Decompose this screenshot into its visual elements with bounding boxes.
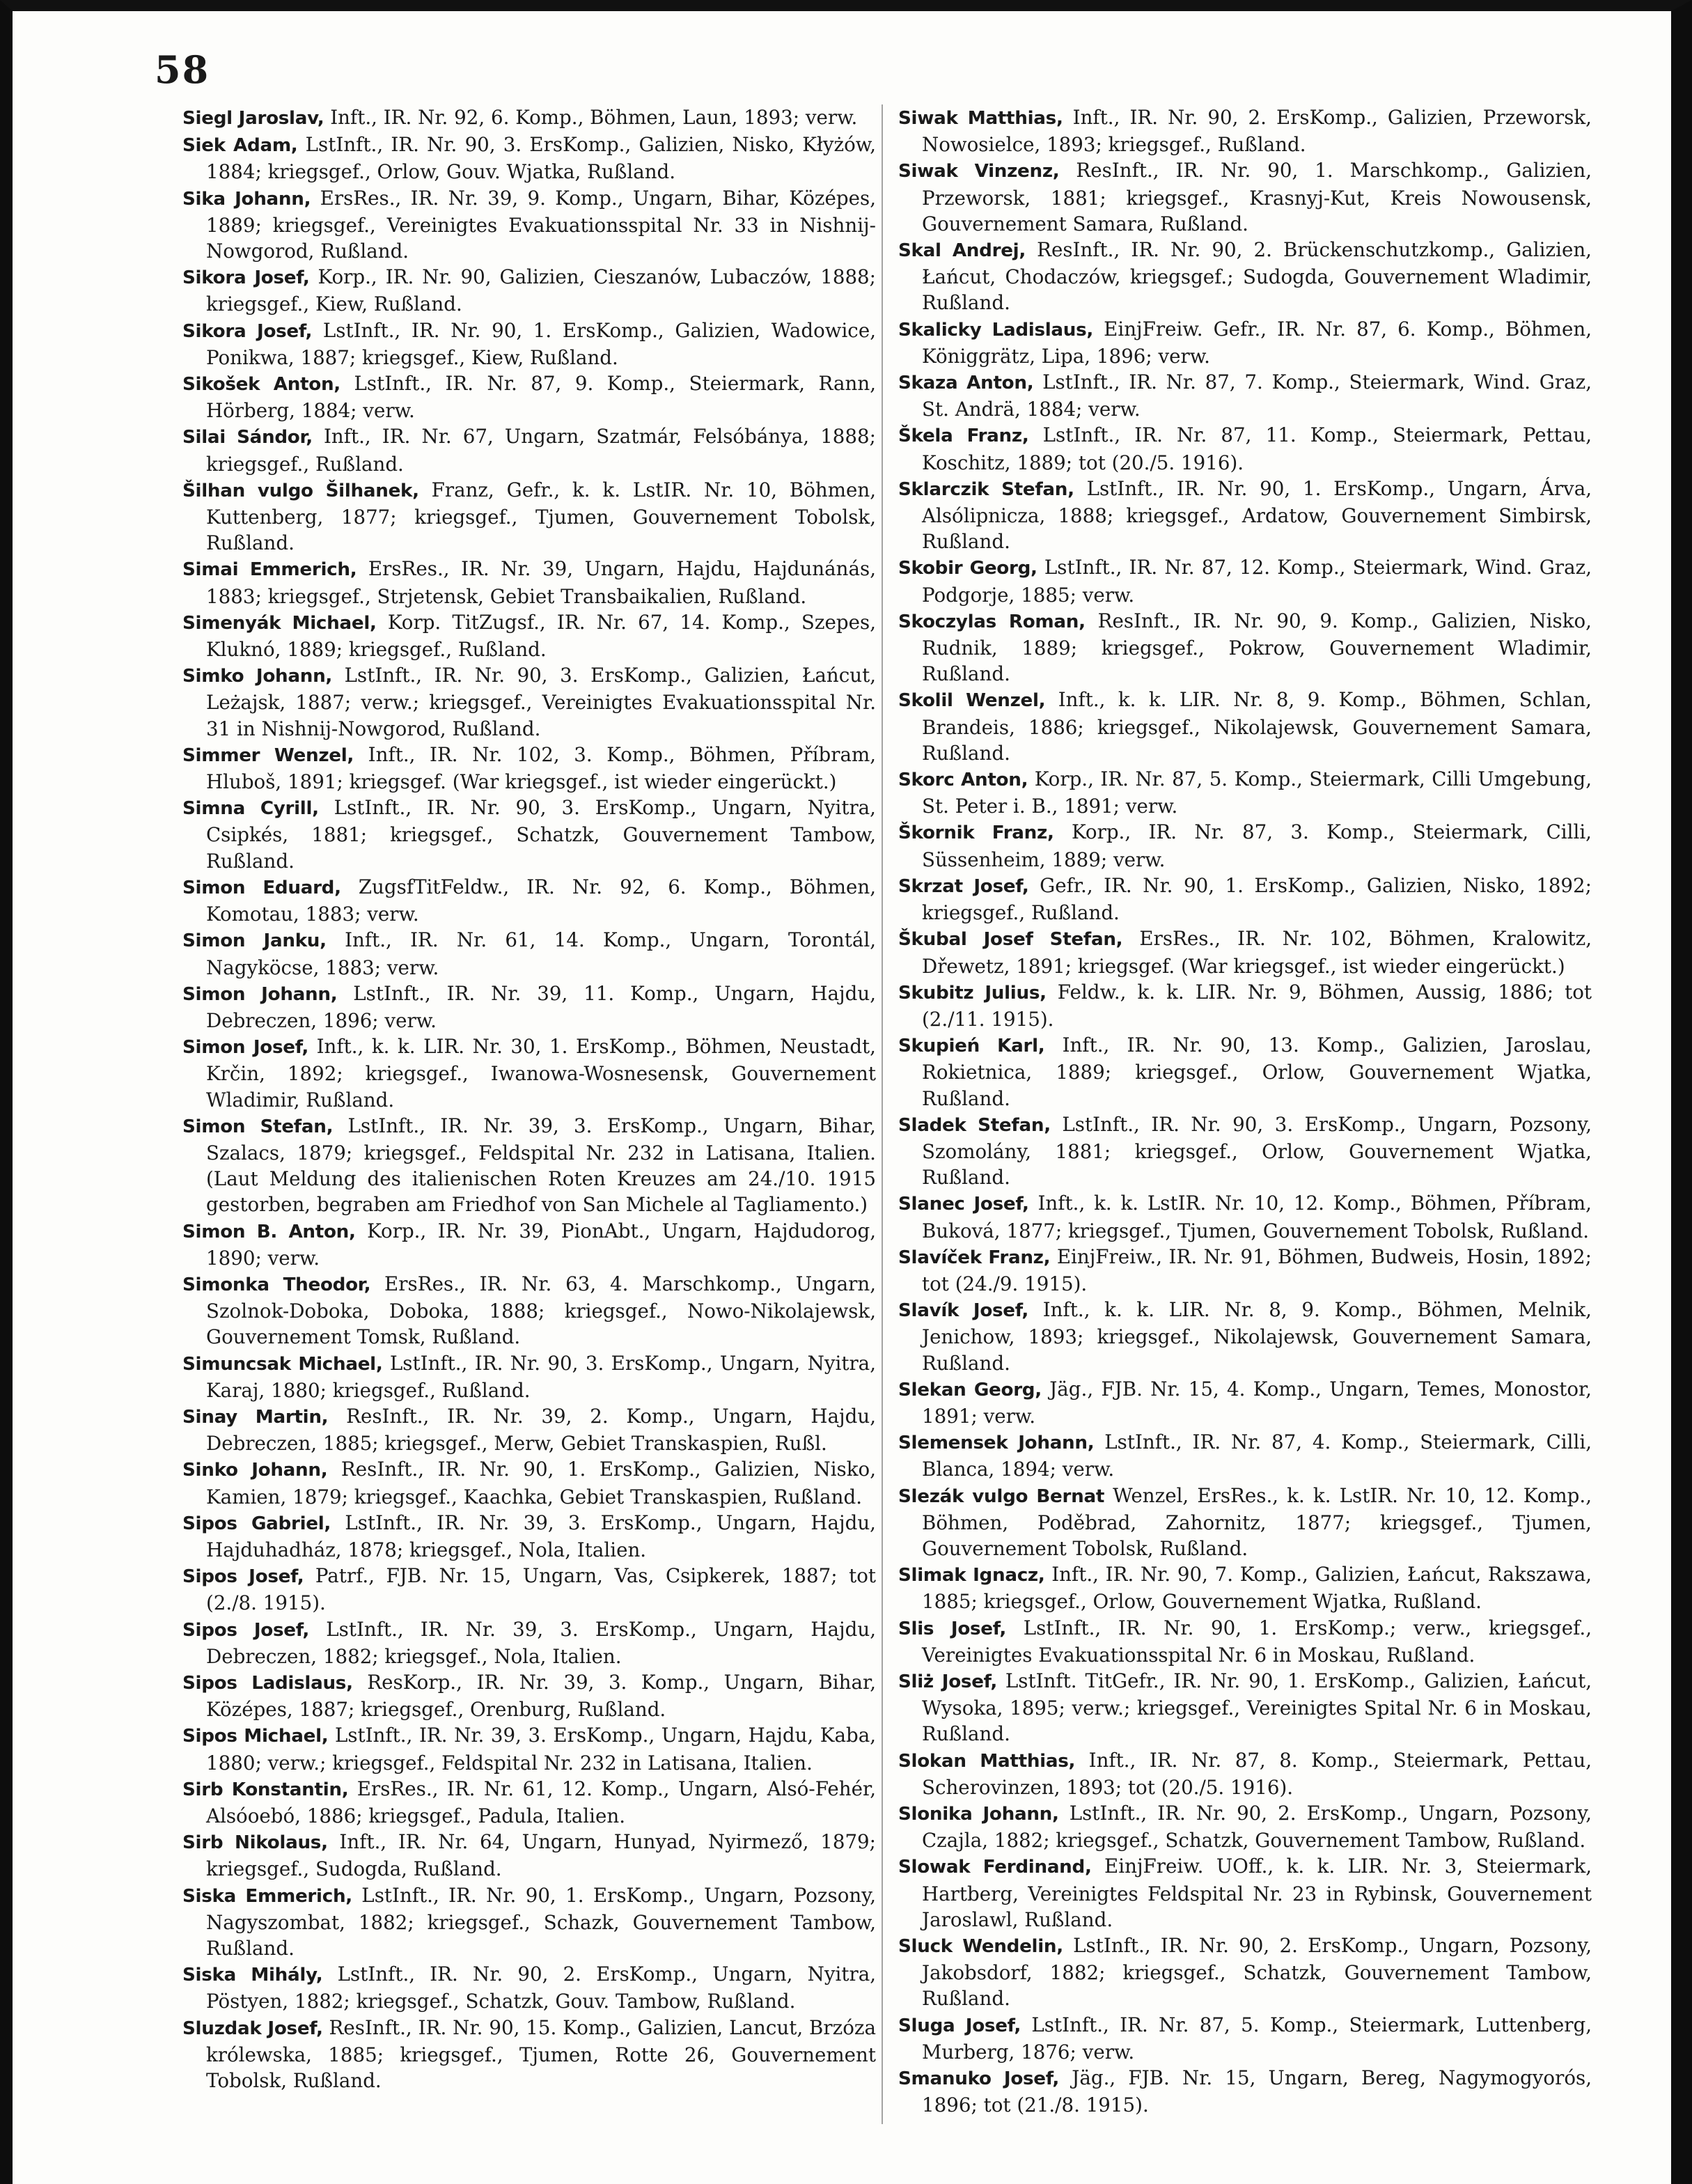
entry-name: Skal Andrej, bbox=[898, 240, 1026, 262]
list-entry bbox=[898, 237, 1592, 316]
entry-details: LstInft., IR. Nr. 90, 2. ErsKomp., Ungarn, Nyitra, Pöstyen, 1882; kriegsgef., Schatzk, Gouv. Tambow, Rußland. bbox=[206, 1963, 876, 2013]
entry-details: ErsRes., IR. Nr. 102, Böhmen, Kralowitz, Dřewetz, 1891; kriegsgef. (War kriegsgef., ist wieder eingerückt.) bbox=[922, 927, 1592, 978]
entry-name: Škubal Josef Stefan, bbox=[898, 929, 1123, 951]
list-entry bbox=[182, 874, 876, 927]
entry-name: Šilhan vulgo Šilhanek, bbox=[182, 480, 419, 501]
list-entry bbox=[182, 264, 876, 317]
entry-details: LstInft., IR. Nr. 90, 1. ErsKomp., Ungarn, Árva, Alsólipnicza, 1888; kriegsgef., Ardatow, Gouvernement Simbirsk, Rußland. bbox=[922, 476, 1592, 554]
entry-details: Korp. TitZugsf., IR. Nr. 67, 14. Komp., Szepes, Kluknó, 1889; kriegsgef., Rußland. bbox=[206, 610, 876, 662]
list-entry bbox=[182, 981, 876, 1034]
entry-details: Jäg., FJB. Nr. 15, Ungarn, Bereg, Nagymogyorós, 1896; tot (21./8. 1915). bbox=[922, 2066, 1592, 2117]
list-entry bbox=[182, 104, 876, 132]
entry-details: LstInft., IR. Nr. 39, 3. ErsKomp., Ungarn, Bihar, Szalacs, 1879; kriegsgef., Feldspital Nr. 232 in Latisana, Italien. (Laut Meldung des italienischen Roten Kreuzes am 24./10. 1915 gestorben, begraben am Friedhof von San Michele al Tagliamento.) bbox=[206, 1114, 876, 1217]
entry-name: Skobir Georg, bbox=[898, 558, 1037, 579]
entry-name: Skolil Wenzel, bbox=[898, 690, 1046, 712]
list-entry bbox=[182, 1961, 876, 2014]
entry-name: Skalicky Ladislaus, bbox=[898, 319, 1094, 341]
list-entry bbox=[898, 369, 1592, 422]
entry-name: Simai Emmerich, bbox=[182, 559, 357, 581]
entry-details: Inft., IR. Nr. 61, 14. Komp., Ungarn, Torontál, Nagyköcse, 1883; verw. bbox=[206, 928, 876, 979]
entry-details: ResInft., IR. Nr. 90, 2. Brückenschutzkomp., Galizien, Łańcut, Chodaczów, kriegsgef.; Sudogda, Gouvernement Wladimir, Rußland. bbox=[922, 238, 1592, 315]
entry-details: EinjFreiw., IR. Nr. 91, Böhmen, Budweis, Hosin, 1892; tot (24./9. 1915). bbox=[922, 1245, 1592, 1295]
list-entry bbox=[898, 1297, 1592, 1376]
list-entry bbox=[182, 662, 876, 742]
entry-details: Korp., IR. Nr. 90, Galizien, Cieszanów, Lubaczów, 1888; kriegsgef., Kiew, Rußland. bbox=[206, 265, 877, 316]
list-entry bbox=[182, 1218, 876, 1271]
entry-name: Siska Emmerich, bbox=[182, 1885, 352, 1907]
entry-name: Slavíček Franz, bbox=[898, 1247, 1051, 1268]
entry-name: Slekan Georg, bbox=[898, 1379, 1042, 1401]
entry-details: LstInft., IR. Nr. 39, 11. Komp., Ungarn, Hajdu, Debreczen, 1896; verw. bbox=[206, 981, 877, 1032]
entry-details: Inft., IR. Nr. 90, 7. Komp., Galizien, Łańcut, Rakszawa, 1885; kriegsgef., Orlow, Gouvernement Wjatka, Rußland. bbox=[922, 1563, 1592, 1614]
entry-details: LstInft. TitGefr., IR. Nr. 90, 1. ErsKomp., Galizien, Łańcut, Wysoka, 1895; verw.; kriegsgef., Vereinigtes Spital Nr. 6 in Moskau, Rußland. bbox=[922, 1669, 1592, 1746]
entry-name: Simko Johann, bbox=[182, 666, 333, 687]
list-entry bbox=[898, 873, 1592, 926]
entry-details: LstInft., IR. Nr. 39, 3. ErsKomp., Ungarn, Hajdu, Kaba, 1880; verw.; kriegsgef., Feldspital Nr. 232 in Latisana, Italien. bbox=[206, 1724, 876, 1774]
entry-details: LstInft., IR. Nr. 90, 3. ErsKomp., Galizien, Nisko, Kłyżów, 1884; kriegsgef., Orlow, Gouv. Wjatka, Rußland. bbox=[206, 133, 876, 184]
list-entry bbox=[182, 1510, 876, 1563]
entry-details: LstInft., IR. Nr. 87, 4. Komp., Steiermark, Cilli, Blanca, 1894; verw. bbox=[922, 1430, 1592, 1481]
entry-details: LstInft., IR. Nr. 90, 1. ErsKomp., Ungarn, Pozsony, Nagyszombat, 1882; kriegsgef., Schazk, Gouvernement Tambow, Rußland. bbox=[206, 1883, 876, 1960]
list-entry bbox=[898, 104, 1592, 157]
entry-name: Siek Adam, bbox=[182, 135, 298, 157]
entry-details: LstInft., IR. Nr. 90, 3. ErsKomp., Galizien, Łańcut, Leżajsk, 1887; verw.; kriegsgef., Vereinigtes Evakuationsspital Nr. 31 in Nishnij-Nowgorod, Rußland. bbox=[206, 664, 876, 740]
list-entry bbox=[898, 1112, 1592, 1191]
entry-name: Sika Johann, bbox=[182, 188, 311, 210]
entry-name: Skupień Karl, bbox=[898, 1036, 1045, 1057]
entry-details: ResInft., IR. Nr. 90, 1. Marschkomp., Galizien, Przeworsk, 1881; kriegsgef., Krasnyj-Kut, Kreis Nowousensk, Gouvernement Samara, Rußland. bbox=[922, 159, 1592, 235]
list-entry bbox=[182, 1113, 876, 1218]
entry-name: Sinay Martin, bbox=[182, 1406, 329, 1428]
list-entry bbox=[182, 185, 876, 265]
entry-name: Simon Josef, bbox=[182, 1037, 309, 1059]
entry-name: Sipos Josef, bbox=[182, 1566, 304, 1588]
entry-name: Sinko Johann, bbox=[182, 1460, 328, 1481]
entry-details: Inft., IR. Nr. 102, 3. Komp., Böhmen, Příbram, Hluboš, 1891; kriegsgef. (War kriegsgef., ist wieder eingerückt.) bbox=[206, 742, 877, 794]
entry-details: LstInft., IR. Nr. 90, 3. ErsKomp., Ungarn, Nyitra, Karaj, 1880; kriegsgef., Rußland. bbox=[206, 1351, 876, 1402]
list-entry bbox=[898, 1483, 1592, 1562]
entry-name: Siegl Jaroslav, bbox=[182, 108, 324, 129]
entry-name: Siwak Vinzenz, bbox=[898, 161, 1060, 182]
entry-name: Slanec Josef, bbox=[898, 1194, 1029, 1215]
list-entry bbox=[182, 2015, 876, 2094]
list-entry bbox=[898, 608, 1592, 687]
entry-name: Sluck Wendelin, bbox=[898, 1936, 1063, 1958]
list-entry bbox=[898, 476, 1592, 555]
entry-name: Sladek Stefan, bbox=[898, 1114, 1051, 1136]
list-entry bbox=[898, 1853, 1592, 1933]
entry-name: Slonika Johann, bbox=[898, 1804, 1059, 1825]
list-entry bbox=[182, 318, 876, 370]
entry-details: Korp., IR. Nr. 87, 5. Komp., Steiermark, Cilli Umgebung, St. Peter i. B., 1891; verw. bbox=[922, 767, 1592, 818]
entry-name: Sirb Konstantin, bbox=[182, 1779, 349, 1800]
list-entry bbox=[182, 370, 876, 423]
entry-name: Sikora Josef, bbox=[182, 320, 313, 342]
entry-details: LstInft., IR. Nr. 39, 3. ErsKomp., Ungarn, Hajdu, Debreczen, 1882; kriegsgef., Nola, Italien. bbox=[206, 1617, 876, 1668]
list-entry bbox=[898, 687, 1592, 766]
list-entry bbox=[182, 1034, 876, 1113]
entry-details: ZugsfTitFeldw., IR. Nr. 92, 6. Komp., Böhmen, Komotau, 1883; verw. bbox=[206, 875, 876, 926]
list-entry bbox=[182, 1616, 876, 1669]
entry-details: Inft., IR. Nr. 92, 6. Komp., Böhmen, Laun, 1893; verw. bbox=[324, 106, 858, 129]
list-entry bbox=[182, 423, 876, 476]
entry-name: Siska Mihály, bbox=[182, 1965, 323, 1986]
list-entry bbox=[182, 742, 876, 795]
entry-details: Feldw., k. k. LIR. Nr. 9, Böhmen, Aussig, 1886; tot (2./11. 1915). bbox=[922, 980, 1592, 1031]
entry-details: Inft., IR. Nr. 64, Ungarn, Hunyad, Nyirmező, 1879; kriegsgef., Sudogda, Rußland. bbox=[206, 1830, 877, 1881]
list-entry bbox=[182, 1882, 876, 1962]
entry-name: Sikošek Anton, bbox=[182, 374, 340, 396]
list-entry bbox=[898, 1800, 1592, 1853]
entry-name: Sliż Josef, bbox=[898, 1671, 997, 1692]
entry-details: ResInft., IR. Nr. 90, 9. Komp., Galizien, Nisko, Rudnik, 1889; kriegsgef., Pokrow, Gouvernement Wladimir, Rußland. bbox=[922, 609, 1592, 686]
list-entry bbox=[182, 1829, 876, 1882]
entry-details: LstInft., IR. Nr. 90, 2. ErsKomp., Ungarn, Pozsony, Czajla, 1882; kriegsgef., Schatzk, Gouvernement Tambow, Rußland. bbox=[922, 1802, 1592, 1852]
entry-name: Slimak Ignacz, bbox=[898, 1565, 1045, 1586]
entry-details: Wenzel, ErsRes., k. k. LstIR. Nr. 10, 12. Komp., Böhmen, Poděbrad, Zahornitz, 1877; kriegsgef., Tjumen, Gouvernement Tobolsk, Rußland. bbox=[922, 1483, 1592, 1560]
list-entry bbox=[898, 1668, 1592, 1747]
list-entry bbox=[182, 477, 876, 556]
entry-name: Smanuko Josef, bbox=[898, 2068, 1060, 2090]
entry-name: Slezák vulgo Bernat bbox=[898, 1485, 1105, 1507]
entry-details: Inft., IR. Nr. 90, 2. ErsKomp., Galizien, Przeworsk, Nowosielce, 1893; kriegsgef., Rußland. bbox=[922, 106, 1592, 157]
entry-details: ErsRes., IR. Nr. 39, 9. Komp., Ungarn, Bihar, Középes, 1889; kriegsgef., Vereinigtes Evakuationsspital Nr. 33 in Nishnij-Nowgorod, Rußland. bbox=[206, 186, 876, 263]
entry-details: Korp., IR. Nr. 39, PionAbt., Ungarn, Hajdudorog, 1890; verw. bbox=[206, 1219, 876, 1270]
list-entry bbox=[898, 1933, 1592, 2012]
list-entry bbox=[182, 609, 876, 662]
entry-name: Slemensek Johann, bbox=[898, 1433, 1095, 1454]
entry-name: Škela Franz, bbox=[898, 426, 1029, 447]
list-entry bbox=[182, 1776, 876, 1829]
entry-name: Sikora Josef, bbox=[182, 267, 310, 289]
entry-name: Simon Janku, bbox=[182, 930, 327, 952]
list-entry bbox=[898, 819, 1592, 872]
entry-name: Simuncsak Michael, bbox=[182, 1353, 383, 1375]
entry-details: ResInft., IR. Nr. 90, 1. ErsKomp., Galizien, Nisko, Kamien, 1879; kriegsgef., Kaachka, Gebiet Transkaspien, Rußland. bbox=[206, 1458, 877, 1508]
entry-name: Sluga Josef, bbox=[898, 2015, 1021, 2036]
entry-name: Simmer Wenzel, bbox=[182, 744, 354, 766]
list-entry bbox=[182, 1350, 876, 1403]
column-divider bbox=[882, 104, 883, 2124]
list-entry bbox=[898, 1747, 1592, 1800]
entry-details: LstInft., IR. Nr. 90, 3. ErsKomp., Ungarn, Pozsony, Szomolány, 1881; kriegsgef., Orlow, Gouvernement Wjatka, Rußland. bbox=[922, 1112, 1592, 1190]
entry-details: ErsRes., IR. Nr. 61, 12. Komp., Ungarn, Alsó-Fehér, Alsóoebó, 1886; kriegsgef., Padula, Italien. bbox=[206, 1777, 876, 1827]
list-entry bbox=[898, 1561, 1592, 1614]
entry-name: Sipos Ladislaus, bbox=[182, 1672, 353, 1694]
entry-name: Sipos Michael, bbox=[182, 1726, 329, 1747]
entry-name: Slokan Matthias, bbox=[898, 1750, 1076, 1772]
entry-details: ErsRes., IR. Nr. 63, 4. Marschkomp., Ungarn, Szolnok-Doboka, Doboka, 1888; kriegsgef., Nowo-Nikolajewsk, Gouvernement Tomsk, Rußland. bbox=[206, 1272, 876, 1349]
entry-details: EinjFreiw. Gefr., IR. Nr. 87, 6. Komp., Böhmen, Königgrätz, Lipa, 1896; verw. bbox=[922, 317, 1592, 368]
entry-name: Siwak Matthias, bbox=[898, 108, 1063, 129]
entry-details: LstInft., IR. Nr. 90, 2. ErsKomp., Ungarn, Pozsony, Jakobsdorf, 1882; kriegsgef., Schatzk, Gouvernement Tambow, Rußland. bbox=[922, 1934, 1592, 2011]
entry-details: LstInft., IR. Nr. 87, 7. Komp., Steiermark, Wind. Graz, St. Andrä, 1884; verw. bbox=[922, 370, 1592, 421]
entry-name: Skrzat Josef, bbox=[898, 875, 1029, 897]
entry-details: Inft., IR. Nr. 67, Ungarn, Szatmár, Felsóbánya, 1888; kriegsgef., Rußland. bbox=[206, 425, 876, 476]
list-entry bbox=[898, 1190, 1592, 1243]
entry-details: LstInft., IR. Nr. 90, 1. ErsKomp.; verw., kriegsgef., Vereinigtes Evakuationsspital Nr. 6 in Moskau, Rußland. bbox=[922, 1616, 1592, 1667]
entry-details: Inft., IR. Nr. 90, 13. Komp., Galizien, Jaroslau, Rokietnica, 1889; kriegsgef., Orlow, Gouvernement Wjatka, Rußland. bbox=[922, 1034, 1592, 1110]
entry-name: Simon Eduard, bbox=[182, 877, 341, 898]
entry-name: Slowak Ferdinand, bbox=[898, 1857, 1092, 1878]
entry-name: Slavík Josef, bbox=[898, 1300, 1029, 1322]
list-entry bbox=[898, 1429, 1592, 1482]
entry-details: Inft., k. k. LIR. Nr. 30, 1. ErsKomp., Böhmen, Neustadt, Krčin, 1892; kriegsgef., Iwanowa-Wosnesensk, Gouvernement Wladimir, Rußland. bbox=[206, 1035, 876, 1112]
entry-name: Simon Johann, bbox=[182, 983, 338, 1005]
entry-name: Simon B. Anton, bbox=[182, 1221, 356, 1242]
entry-name: Sirb Nikolaus, bbox=[182, 1832, 328, 1854]
entry-name: Slis Josef, bbox=[898, 1618, 1007, 1639]
entry-details: ResInft., IR. Nr. 90, 15. Komp., Galizien, Lancut, Brzóza królewska, 1885; kriegsgef., Tjumen, Rotte 26, Gouvernement Tobolsk, Rußland. bbox=[206, 2015, 876, 2093]
list-entry bbox=[182, 1669, 876, 1722]
list-entry bbox=[898, 157, 1592, 237]
list-entry bbox=[898, 1244, 1592, 1297]
list-entry bbox=[898, 1615, 1592, 1668]
entry-details: LstInft., IR. Nr. 90, 3. ErsKomp., Ungarn, Nyitra, Csipkés, 1881; kriegsgef., Schatzk, Gouvernement Tambow, Rußland. bbox=[206, 796, 876, 873]
left-column bbox=[182, 104, 876, 2093]
list-entry bbox=[898, 926, 1592, 978]
entry-details: ResInft., IR. Nr. 39, 2. Komp., Ungarn, Hajdu, Debreczen, 1885; kriegsgef., Merw, Gebiet Transkaspien, Rußl. bbox=[206, 1404, 876, 1456]
entry-details: LstInft., IR. Nr. 90, 1. ErsKomp., Galizien, Wadowice, Ponikwa, 1887; kriegsgef., Kiew, Rußland. bbox=[206, 318, 877, 369]
page-number: 58 bbox=[155, 47, 210, 92]
entry-name: Skorc Anton, bbox=[898, 770, 1028, 791]
entry-details: Korp., IR. Nr. 87, 3. Komp., Steiermark, Cilli, Süssenheim, 1889; verw. bbox=[922, 820, 1592, 871]
list-entry bbox=[182, 1563, 876, 1616]
list-entry bbox=[182, 1271, 876, 1350]
list-entry bbox=[182, 1456, 876, 1509]
entry-details: LstInft., IR. Nr. 87, 5. Komp., Steiermark, Luttenberg, Murberg, 1876; verw. bbox=[922, 2013, 1592, 2064]
entry-details: LstInft., IR. Nr. 87, 11. Komp., Steiermark, Pettau, Koschitz, 1889; tot (20./5. 1916). bbox=[922, 423, 1592, 474]
list-entry bbox=[898, 316, 1592, 369]
list-entry bbox=[898, 554, 1592, 607]
entry-name: Simon Stefan, bbox=[182, 1116, 334, 1137]
entry-details: ErsRes., IR. Nr. 39, Ungarn, Hajdu, Hajdunánás, 1883; kriegsgef., Strjetensk, Gebiet Transbaikalien, Rußland. bbox=[206, 557, 876, 608]
entry-name: Sklarczik Stefan, bbox=[898, 478, 1074, 500]
entry-details: Franz, Gefr., k. k. LstIR. Nr. 10, Böhmen, Kuttenberg, 1877; kriegsgef., Tjumen, Gouvernement Tobolsk, Rußland. bbox=[206, 478, 876, 555]
list-entry bbox=[182, 1722, 876, 1775]
entry-details: Inft., k. k. LIR. Nr. 8, 9. Komp., Böhmen, Schlan, Brandeis, 1886; kriegsgef., Nikolajewsk, Gouvernement Samara, Rußland. bbox=[922, 688, 1592, 765]
list-entry bbox=[898, 766, 1592, 819]
entry-details: Inft., IR. Nr. 87, 8. Komp., Steiermark, Pettau, Scherovinzen, 1893; tot (20./5. 1916). bbox=[922, 1748, 1592, 1799]
entry-name: Simonka Theodor, bbox=[182, 1274, 371, 1295]
entry-details: Gefr., IR. Nr. 90, 1. ErsKomp., Galizien, Nisko, 1892; kriegsgef., Rußland. bbox=[922, 873, 1592, 925]
list-entry bbox=[898, 979, 1592, 1032]
list-entry bbox=[182, 927, 876, 980]
entry-details: LstInft., IR. Nr. 39, 3. ErsKomp., Ungarn, Hajdu, Hajduhadház, 1878; kriegsgef., Nola, Italien. bbox=[206, 1511, 876, 1561]
list-entry bbox=[182, 1403, 876, 1456]
entry-details: EinjFreiw. UOff., k. k. LIR. Nr. 3, Steiermark, Hartberg, Vereinigtes Feldspital Nr. 23 in Rybinsk, Gouvernement Jaroslawl, Rußland. bbox=[922, 1855, 1592, 1931]
list-entry bbox=[182, 132, 876, 185]
list-entry bbox=[898, 1376, 1592, 1429]
entry-name: Škornik Franz, bbox=[898, 822, 1054, 844]
list-entry bbox=[182, 556, 876, 609]
list-entry bbox=[898, 2065, 1592, 2118]
list-entry bbox=[898, 422, 1592, 475]
entry-details: Inft., k. k. LIR. Nr. 8, 9. Komp., Böhmen, Melnik, Jenichow, 1893; kriegsgef., Nikolajewsk, Gouvernement Samara, Rußland. bbox=[922, 1298, 1592, 1375]
entry-name: Sipos Josef, bbox=[182, 1619, 310, 1641]
list-entry bbox=[898, 2012, 1592, 2065]
entry-name: Skaza Anton, bbox=[898, 373, 1034, 394]
entry-name: Skoczylas Roman, bbox=[898, 611, 1086, 632]
list-entry bbox=[898, 1032, 1592, 1112]
entry-name: Sipos Gabriel, bbox=[182, 1513, 331, 1534]
entry-details: ResKorp., IR. Nr. 39, 3. Komp., Ungarn, Bihar, Középes, 1887; kriegsgef., Orenburg, Rußland. bbox=[206, 1670, 876, 1722]
entry-details: Jäg., FJB. Nr. 15, 4. Komp., Ungarn, Temes, Monostor, 1891; verw. bbox=[922, 1377, 1592, 1428]
entry-details: Inft., k. k. LstIR. Nr. 10, 12. Komp., Böhmen, Příbram, Buková, 1877; kriegsgef., Tjumen, Gouvernement Tobolsk, Rußland. bbox=[922, 1192, 1592, 1242]
entry-name: Simna Cyrill, bbox=[182, 798, 319, 820]
entry-name: Sluzdak Josef, bbox=[182, 2018, 323, 2039]
entry-name: Skubitz Julius, bbox=[898, 982, 1047, 1004]
entry-name: Silai Sándor, bbox=[182, 427, 313, 448]
right-column bbox=[898, 104, 1592, 2118]
entry-details: LstInft., IR. Nr. 87, 12. Komp., Steiermark, Wind. Graz, Podgorje, 1885; verw. bbox=[922, 556, 1592, 607]
list-entry bbox=[182, 795, 876, 874]
entry-name: Simenyák Michael, bbox=[182, 612, 377, 634]
entry-details: LstInft., IR. Nr. 87, 9. Komp., Steiermark, Rann, Hörberg, 1884; verw. bbox=[206, 372, 876, 423]
entry-details: Patrf., FJB. Nr. 15, Ungarn, Vas, Csipkerek, 1887; tot (2./8. 1915). bbox=[206, 1564, 876, 1615]
